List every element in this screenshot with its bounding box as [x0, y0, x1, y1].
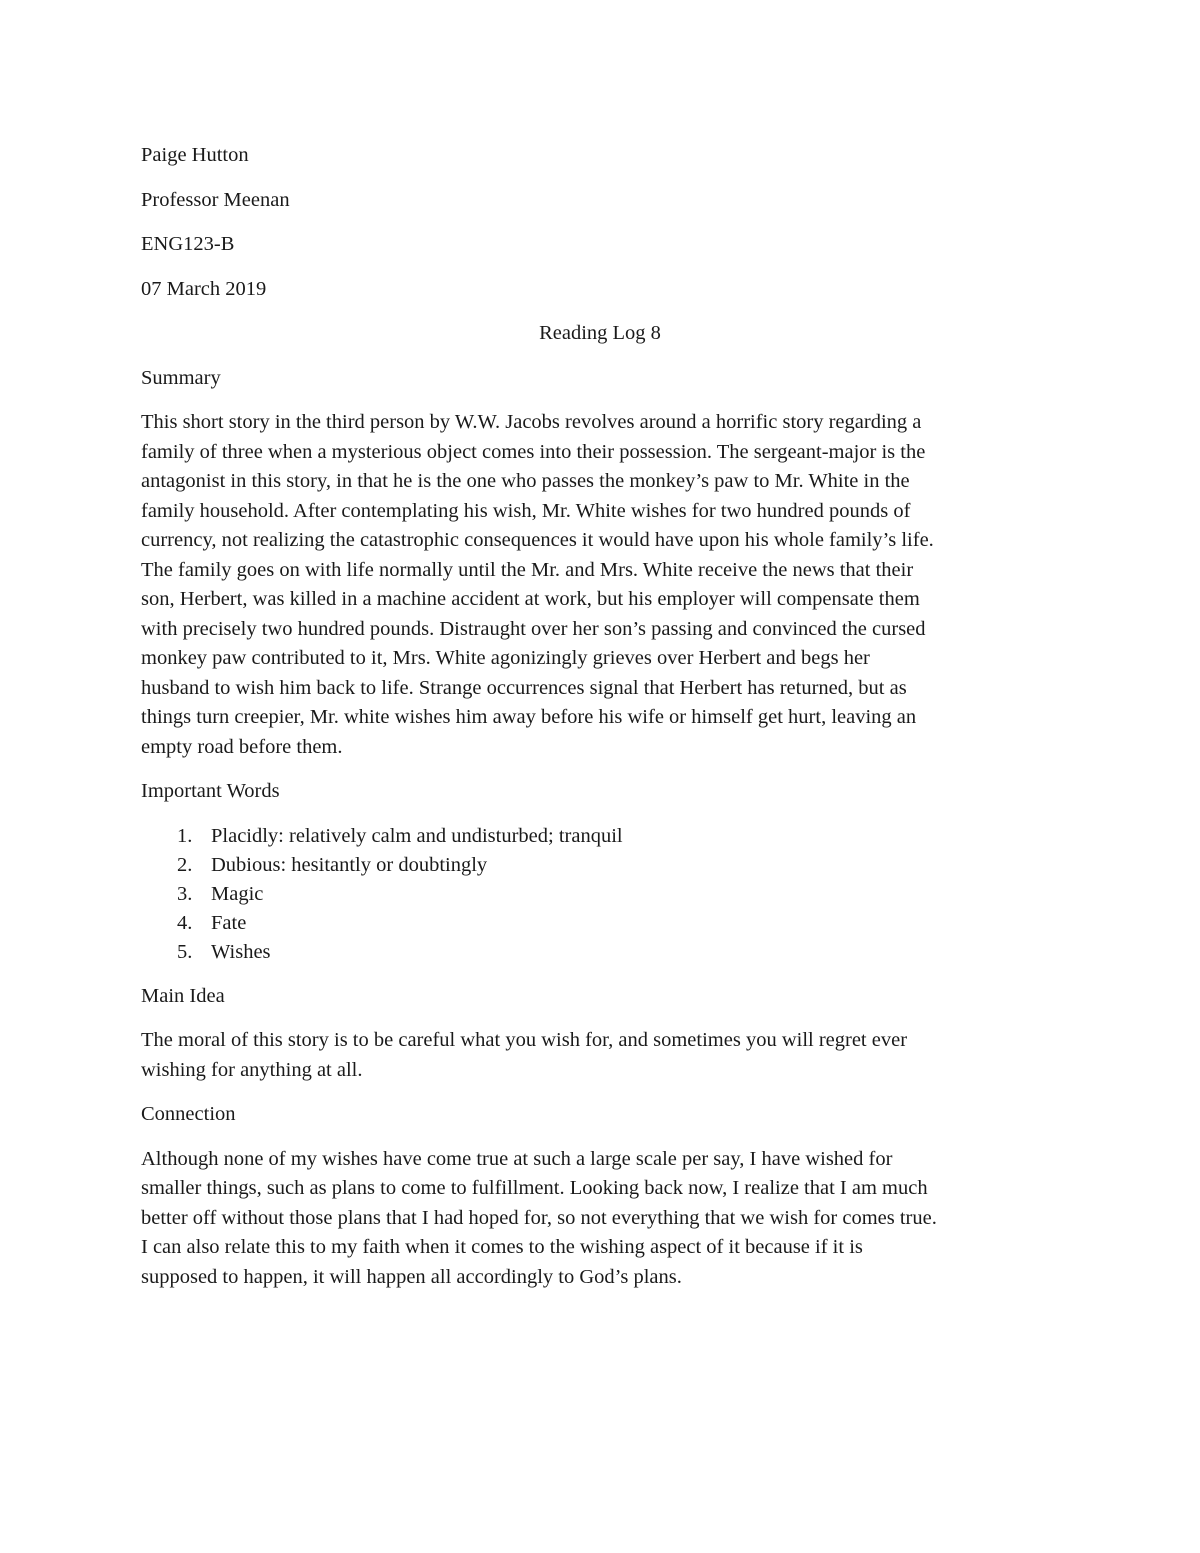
summary-line: with precisely two hundred pounds. Distraught over her son’s passing and convinced the cursed [141, 617, 926, 640]
summary-paragraph [141, 408, 1061, 762]
list-item-text: Fate [211, 911, 247, 934]
summary-line: family household. After contemplating his wish, Mr. White wishes for two hundred pounds of [141, 499, 911, 522]
summary-line: son, Herbert, was killed in a machine accident at work, but his employer will compensate them [141, 588, 920, 610]
professor-name: Professor Meenan [141, 188, 290, 211]
list-item-text: Magic [211, 882, 264, 905]
list-item [141, 880, 1061, 909]
connection-line: smaller things, such as plans to come to fulfillment. Looking back now, I realize that I am much [141, 1177, 928, 1199]
list-item-text: Dubious: hesitantly or doubtingly [211, 853, 488, 876]
main-idea-paragraph [141, 1026, 1061, 1085]
important-words-heading: Important Words [141, 780, 280, 802]
main-idea-line: The moral of this story is to be careful what you wish for, and sometimes you will regret ever [141, 1029, 908, 1051]
connection-paragraph [141, 1145, 1061, 1293]
summary-line: things turn creepier, Mr. white wishes him away before his wife or himself get hurt, leaving an [141, 706, 917, 728]
list-item [141, 851, 1061, 880]
connection-line: better off without those plans that I had hoped for, so not everything that we wish for comes true. [141, 1206, 937, 1229]
main-idea-heading: Main Idea [141, 984, 225, 1007]
summary-line: This short story in the third person by W.W. Jacobs revolves around a horrific story regarding a [141, 411, 922, 433]
document-date: 07 March 2019 [141, 277, 267, 300]
list-item-number: 2. [177, 853, 193, 876]
list-item-number: 3. [177, 882, 193, 905]
summary-line: husband to wish him back to life. Strange occurrences signal that Herbert has returned, but as [141, 676, 907, 699]
summary-line: empty road before them. [141, 735, 343, 758]
list-item [141, 909, 1061, 938]
document-body [141, 141, 1061, 1307]
list-item-number: 1. [177, 824, 193, 847]
summary-line: antagonist in this story, in that he is the one who passes the monkey’s paw to Mr. White in the [141, 470, 910, 492]
summary-line: family of three when a mysterious object comes into their possession. The sergeant-major is the [141, 440, 926, 463]
list-item-text: Placidly: relatively calm and undisturbed; tranquil [211, 824, 623, 847]
important-words-list [141, 822, 1061, 967]
summary-line: currency, not realizing the catastrophic consequences it would have upon his whole family’s life. [141, 529, 934, 551]
list-item-number: 4. [177, 911, 193, 934]
list-item-text: Wishes [211, 940, 271, 963]
list-item-number: 5. [177, 940, 193, 963]
summary-line: monkey paw contributed to it, Mrs. White agonizingly grieves over Herbert and begs her [141, 647, 870, 669]
student-name: Paige Hutton [141, 144, 249, 166]
list-item [141, 822, 1061, 851]
connection-line: I can also relate this to my faith when it comes to the wishing aspect of it because if it is [141, 1236, 863, 1258]
connection-heading: Connection [141, 1103, 236, 1125]
connection-line: Although none of my wishes have come true at such a large scale per say, I have wished for [141, 1147, 893, 1170]
summary-heading: Summary [141, 366, 221, 389]
list-item [141, 938, 1061, 967]
document-title: Reading Log 8 [539, 322, 661, 344]
connection-line: supposed to happen, it will happen all accordingly to God’s plans. [141, 1265, 682, 1288]
course-code: ENG123-B [141, 233, 235, 255]
summary-line: The family goes on with life normally until the Mr. and Mrs. White receive the news that their [141, 558, 914, 581]
main-idea-line: wishing for anything at all. [141, 1058, 363, 1081]
